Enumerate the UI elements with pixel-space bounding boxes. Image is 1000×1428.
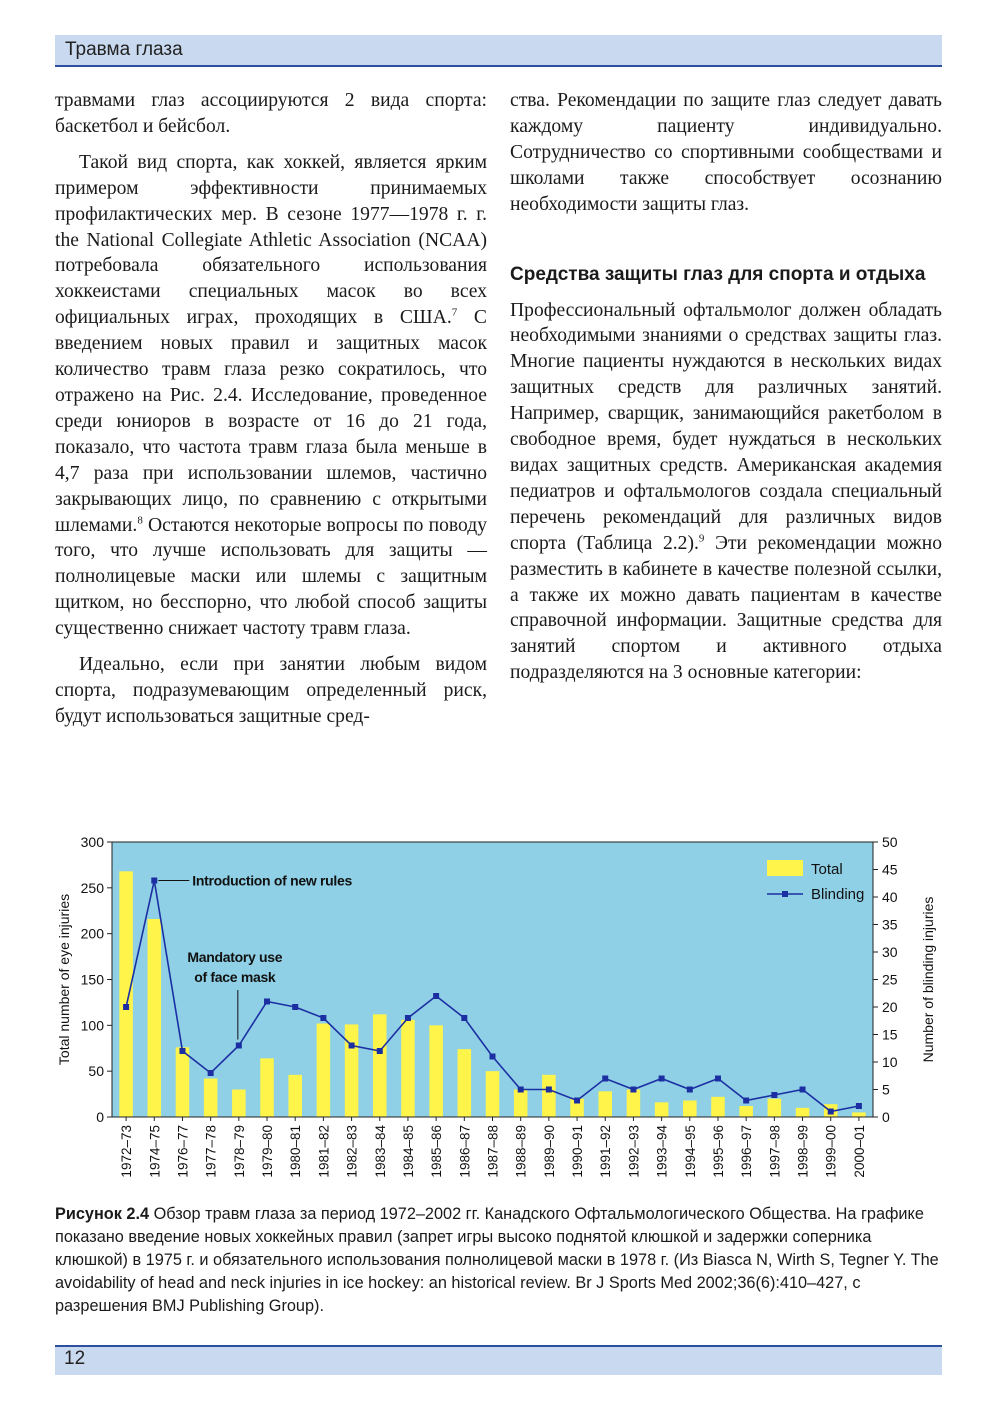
point-blinding-1994–95: [687, 1087, 693, 1093]
bar-total-1982–83: [345, 1024, 359, 1117]
left-column: [55, 88, 487, 730]
left-paragraph-2: [55, 150, 487, 642]
legend-marker-blinding: [782, 891, 788, 897]
point-blinding-1984–85: [405, 1015, 411, 1021]
bar-total-1991–92: [598, 1091, 612, 1117]
bar-total-1987–88: [486, 1071, 500, 1117]
y-tick-label-250: 250: [80, 879, 104, 896]
y-tick-label-100: 100: [80, 1017, 104, 1034]
y-tick-label-300: 300: [80, 834, 104, 850]
left-paragraph-2-part-a: Такой вид спорта, как хоккей, является ярким примером эффективности принимаемых профилактических мер. В сезоне 1977—1978 г. г. the National Collegiate Athletic Association (NCAA) потребовала обязательного использования хоккеистами специальных масок во всех официальных играх, проходящих в США.: [55, 151, 487, 329]
point-blinding-1982–83: [349, 1043, 355, 1049]
header-rule: [55, 65, 942, 67]
y2-tick-label-0: 0: [882, 1109, 890, 1125]
legend-label-total: Total: [811, 861, 843, 878]
x-tick-label-1988–89: 1988–89: [513, 1125, 529, 1178]
point-blinding-1995–96: [715, 1076, 721, 1082]
x-tick-label-1993–94: 1993–94: [654, 1125, 670, 1178]
point-blinding-1981–82: [320, 1015, 326, 1021]
chart-svg: [55, 830, 942, 1200]
footer-band: [55, 1345, 942, 1375]
point-blinding-1983–84: [377, 1048, 383, 1054]
point-blinding-1986–87: [461, 1015, 467, 1021]
point-blinding-1993–94: [659, 1076, 665, 1082]
y2-tick-label-30: 30: [882, 944, 898, 960]
x-tick-label-1992–93: 1992–93: [626, 1125, 642, 1178]
reference-9: 9: [698, 532, 705, 545]
right-paragraph-2-part-a: Профессиональный офтальмолог должен обладать необходимыми знаниями о средствах защиты глаз. Многие пациенты нуждаются в нескольких видах защитных средств для различных занятий. Например, сварщик, занимающийся ракетболом в свободное время, будет нуждаться в нескольких видах защитных средств. Американская академия педиатров и офтальмологов создала специальный перечень рекомендаций для различных видов спорта (Таблица 2.2).: [510, 299, 942, 554]
bar-total-1989–90: [542, 1075, 556, 1117]
x-tick-label-1999–00: 1999–00: [823, 1125, 839, 1178]
y2-tick-label-45: 45: [882, 861, 898, 878]
bar-total-1977–78: [204, 1079, 218, 1118]
caption-text: Обзор травм глаза за период 1972–2002 гг. Канадского Офтальмологического Общества. На графике показано введение новых хоккейных правил (запрет игры высоко поднятой клюшкой и задержки соперника клюшкой) в 1975 г. и обязательного использования полнолицевой маски в 1978 г. (Из Biasca N, Wirth S, Tegner Y. The avoidability of head and neck injuries in ice hockey: an historical review. Br J Sports Med 2002;36(6):410–427, с разрешения BMJ Publishing Group).: [55, 1205, 939, 1315]
x-tick-label-1996–97: 1996–97: [739, 1125, 755, 1178]
bar-total-1995–96: [711, 1097, 725, 1117]
x-tick-label-1983–84: 1983–84: [372, 1125, 388, 1178]
x-tick-label-1980–81: 1980–81: [288, 1125, 304, 1178]
bar-total-1980–81: [288, 1075, 302, 1117]
y-tick-label-0: 0: [96, 1109, 104, 1125]
point-blinding-1989–90: [546, 1087, 552, 1093]
right-paragraph-2: [510, 298, 942, 687]
y2-axis-label: Number of blinding injuries: [920, 896, 936, 1063]
left-paragraph-2-part-b: С введением новых правил и защитных масок количество травм глаза резко сократилось, что отражено на Рис. 2.4. Исследование, проведенное среди юниоров в возрасте от 16 до 21 года, показало, что частота травм глаза была меньше в 4,7 раза при использовании шлемов, частично закрывающих лицо, по сравнению с открытыми шлемами.: [55, 307, 487, 536]
point-blinding-1998–99: [800, 1087, 806, 1093]
point-blinding-2000–01: [856, 1103, 862, 1109]
legend-swatch-total: [767, 860, 803, 876]
x-tick-label-1974–75: 1974–75: [147, 1125, 163, 1178]
legend-label-blinding: Blinding: [811, 886, 865, 903]
annotation-face-mask-line1: Mandatory use: [187, 949, 283, 965]
right-paragraph-2-part-b: Эти рекомендации можно разместить в кабинете в качестве полезной ссылки, а также их можно давать пациентам в качестве справочной информации. Защитные средства для занятий спортом и активного отдыха подразделяются на 3 основные категории:: [510, 532, 942, 684]
y2-tick-label-35: 35: [882, 916, 898, 933]
y2-tick-label-40: 40: [882, 889, 898, 905]
x-tick-label-1977–78: 1977–78: [203, 1125, 219, 1178]
point-blinding-1987–88: [490, 1054, 496, 1060]
x-tick-label-1985–86: 1985–86: [429, 1125, 445, 1178]
point-blinding-1999–00: [828, 1109, 834, 1115]
bar-total-1978–79: [232, 1090, 246, 1118]
x-tick-label-1979–80: 1979–80: [260, 1125, 276, 1178]
bar-total-1993–94: [655, 1102, 669, 1117]
bar-total-1972–73: [119, 871, 133, 1117]
x-tick-label-1998–99: 1998–99: [795, 1125, 811, 1178]
point-blinding-1992–93: [630, 1087, 636, 1093]
x-tick-label-1978–79: 1978–79: [231, 1125, 247, 1178]
bar-total-1988–89: [514, 1090, 528, 1118]
figure-label: Рисунок 2.4: [55, 1205, 150, 1223]
x-tick-label-1995–96: 1995–96: [710, 1125, 726, 1178]
y-axis-label: Total number of eye injuries: [56, 893, 72, 1066]
y2-tick-label-15: 15: [882, 1026, 898, 1043]
running-header: Травма глаза: [65, 39, 183, 60]
point-blinding-1997–98: [771, 1092, 777, 1098]
point-blinding-1978–79: [236, 1043, 242, 1049]
x-tick-label-1990–91: 1990–91: [570, 1125, 586, 1178]
left-paragraph-3: Идеально, если при занятии любым видом спорта, подразумевающим определенный риск, будут использоваться защитные сред-: [55, 654, 487, 727]
y-tick-label-200: 200: [80, 925, 104, 942]
figure-2-4-chart: [55, 830, 942, 1200]
annotation-new-rules: Introduction of new rules: [192, 872, 353, 889]
x-tick-label-1994–95: 1994–95: [682, 1125, 698, 1178]
point-blinding-1985–86: [433, 993, 439, 999]
section-heading: Средства защиты глаз для спорта и отдыха: [510, 263, 926, 285]
right-column: [510, 88, 942, 686]
bar-total-1981–82: [317, 1024, 331, 1118]
point-blinding-1980–81: [292, 1004, 298, 1010]
bar-total-1974–75: [148, 919, 162, 1117]
bar-total-1984–85: [401, 1020, 415, 1117]
left-paragraph-2-part-c: Остаются некоторые вопросы по поводу того, что лучше использовать для защиты — полнолицевые маски или шлемы с защитным щитком, но бесспорно, что любой способ защиты существенно снижает частоту травм глаза.: [55, 514, 487, 640]
y-tick-label-150: 150: [80, 971, 104, 988]
y-tick-label-50: 50: [88, 1063, 104, 1080]
bar-total-1976–77: [176, 1047, 190, 1117]
bar-total-1992–93: [627, 1090, 641, 1118]
x-tick-label-1982–83: 1982–83: [344, 1125, 360, 1178]
bar-total-1994–95: [683, 1101, 697, 1118]
x-tick-label-1989–90: 1989–90: [541, 1125, 557, 1178]
point-blinding-1991–92: [602, 1076, 608, 1082]
point-blinding-1979–80: [264, 999, 270, 1005]
point-blinding-1977–78: [208, 1070, 214, 1076]
page-number: 12: [64, 1348, 86, 1369]
bar-total-1998–99: [796, 1108, 810, 1117]
point-blinding-1990–91: [574, 1098, 580, 1104]
bar-total-1996–97: [739, 1106, 753, 1117]
x-tick-label-1987–88: 1987–88: [485, 1125, 501, 1178]
x-tick-label-1976–77: 1976–77: [175, 1125, 191, 1178]
reference-7: 7: [451, 306, 458, 319]
y2-tick-label-25: 25: [882, 971, 898, 988]
x-tick-label-1981–82: 1981–82: [316, 1125, 332, 1178]
x-tick-label-1984–85: 1984–85: [400, 1125, 416, 1178]
reference-8: 8: [137, 513, 143, 526]
point-blinding-1996–97: [743, 1098, 749, 1104]
point-blinding-1976–77: [179, 1048, 185, 1054]
y2-tick-label-50: 50: [882, 834, 898, 850]
bar-total-1997–98: [768, 1099, 782, 1117]
x-tick-label-1991–92: 1991–92: [598, 1125, 614, 1178]
bar-total-2000–01: [852, 1112, 866, 1117]
y2-tick-label-5: 5: [882, 1081, 890, 1098]
header-band: [55, 35, 942, 65]
x-tick-label-2000–01: 2000–01: [851, 1125, 867, 1178]
x-tick-label-1997–98: 1997–98: [767, 1125, 783, 1178]
bar-total-1985–86: [429, 1025, 443, 1117]
point-blinding-1988–89: [518, 1087, 524, 1093]
bar-total-1979–80: [260, 1058, 274, 1117]
y2-tick-label-10: 10: [882, 1054, 898, 1070]
x-tick-label-1986–87: 1986–87: [457, 1125, 473, 1178]
x-tick-label-1972–73: 1972–73: [119, 1125, 135, 1178]
point-blinding-1974–75: [151, 878, 157, 884]
figure-caption: [55, 1203, 942, 1318]
bar-total-1986–87: [458, 1049, 472, 1117]
y2-tick-label-20: 20: [882, 999, 898, 1015]
bar-total-1983–84: [373, 1014, 387, 1117]
left-paragraph-1: травмами глаз ассоциируются 2 вида спорта: баскетбол и бейсбол.: [55, 90, 487, 137]
annotation-face-mask-line2: of face mask: [194, 969, 276, 985]
right-paragraph-1: ства. Рекомендации по защите глаз следует давать каждому пациенту индивидуально. Сотрудничество со спортивными сообществами и школами также способствует осознанию необходимости защиты глаз.: [510, 90, 942, 215]
point-blinding-1972–73: [123, 1004, 129, 1010]
